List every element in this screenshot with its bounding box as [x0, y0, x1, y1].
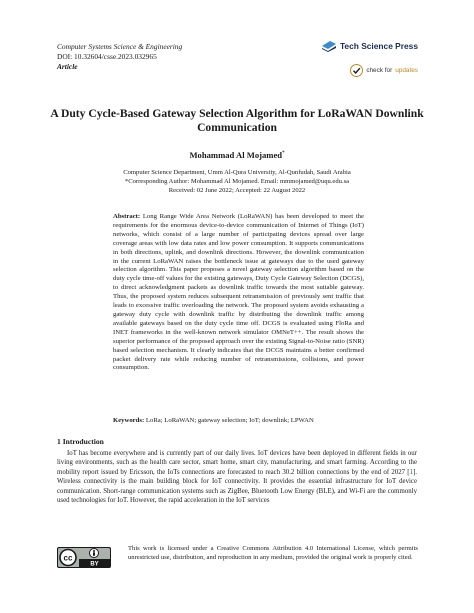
- publisher-logo: [321, 40, 418, 52]
- check-for-updates-icon: [350, 64, 363, 77]
- keywords-label: Keywords:: [113, 417, 145, 424]
- by-text: BY: [90, 561, 99, 568]
- abstract-text: Long Range Wide Area Network (LoRaWAN) has been developed to meet the requirements for the enormous device-to-device communication of Internet of Things (IoT) networks, which consist of a large number of participating devices spread over large coverage areas with low data rates and low power consumption. It supports communications in both directions, uplink, and downlink directions. However, the downlink communication in the current LoRaWAN raises the bottleneck issue at gateways due to the used gateway selection algorithm. This paper proposes a novel gateway selection algorithm based on the duty cycle time-off values for the existing gateways, Duty Cycle Gateway Selection (DCGS), to direct acknowledgment packets as downlink traffic towards the most suitable gateway. Thus, the proposed system reduces subsequent retransmission of previously sent traffic that leads to excessive traffic overloading the network. The proposed system avoids exhausting a gateway duty cycle with downlink traffic by distributing the downlink traffic among available gateways based on the duty cycle time off. DCGS is evaluated using FloRa and INET frameworks in the well-known network simulator OMNeT++. The result shows the superior performance of the proposed approach over the existing Signal-to-Noise ratio (SNR) based selection mechanism. It clearly indicates that the DCGS maintains a better confirmed packet delivery rate while reducing number of retransmissions, collisions, and power consumption.: [113, 213, 364, 372]
- doi[interactable]: DOI: 10.32604/csse.2023.032965: [57, 52, 157, 61]
- citation-link[interactable]: 1: [409, 468, 413, 476]
- keywords: [113, 417, 413, 424]
- author-mark: *: [282, 151, 285, 157]
- dates: Received: 02 June 2022; Accepted: 22 August 2022: [168, 187, 306, 194]
- check-for-updates[interactable]: [350, 64, 418, 77]
- intro-paragraph: [57, 449, 417, 505]
- abstract-label: Abstract:: [113, 213, 141, 220]
- article-type: Article: [57, 62, 78, 71]
- affiliation: Computer Science Department, Umm Al-Qura University, Al-Qunfudah, Saudi Arabia: [123, 169, 351, 176]
- journal-name: Computer Systems Science & Engineering: [57, 42, 183, 51]
- publisher-name: Tech Science Press: [339, 41, 418, 51]
- cc-text: cc: [63, 553, 73, 563]
- author-name: Mohammad Al Mojamed: [189, 150, 283, 160]
- affiliation-block: [40, 168, 434, 195]
- corresponding-author: *Corresponding Author: Mohammad Al Mojamed. Email: mmmojamed@uqu.edu.sa: [124, 178, 350, 185]
- abstract: [113, 213, 364, 373]
- section-heading: 1 Introduction: [57, 437, 104, 446]
- cc-by-license-icon[interactable]: [57, 547, 111, 568]
- publisher-logo-icon: [321, 40, 337, 52]
- check-for-label: check for: [366, 67, 393, 74]
- keywords-text: LoRa; LoRaWAN; gateway selection; IoT; downlink; LPWAN: [145, 417, 314, 424]
- author-line: [0, 150, 474, 160]
- updates-label: updates: [395, 67, 418, 74]
- license-text: This work is licensed under a Creative Commons Attribution 4.0 International License, which permits unrestricted use, distribution, and reproduction in any medium, provided the original work is properly cited.: [128, 545, 418, 561]
- journal-header: [57, 42, 307, 72]
- intro-text-2: ]. Wireless connectivity is the main building block for IoT connectivity. It provides the essential infrastructure for IoT device communication. Short-range communication systems such as ZigBee, Bluetooth Low Energy (BLE), and Wi-Fi are the commonly used technologies for IoT. However, the rapid acceleration in the IoT services: [57, 468, 417, 505]
- paper-title: A Duty Cycle-Based Gateway Selection Algorithm for LoRaWAN Downlink Communication: [50, 107, 424, 134]
- intro-text-1: IoT has become everywhere and is currently part of our daily lives. IoT devices have been deployed in different fields in our living environments, such as the health care sector, smart home, smart city, manufacturing, and smart farming. According to the mobility report issued by Ericsson, the IoTs connections are forecasted to reach 30.2 billion connections by the end of 2027 [: [57, 450, 417, 476]
